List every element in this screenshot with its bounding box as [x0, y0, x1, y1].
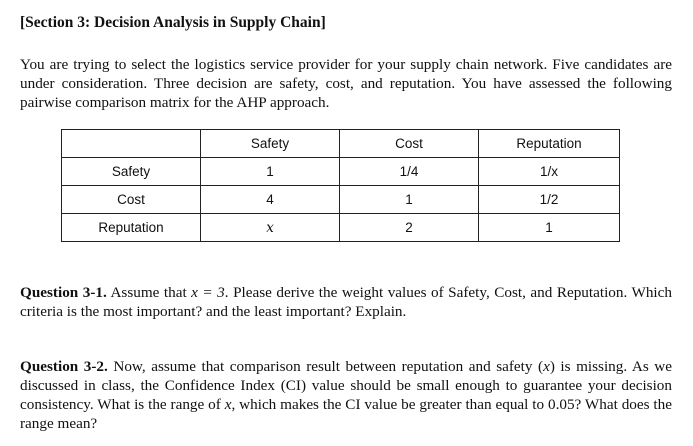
question-label: Question 3-2.	[20, 358, 108, 375]
question-text: , which makes the CI value be greater than equal to 0.05? What does the range mean?	[20, 396, 672, 432]
section-title: [Section 3: Decision Analysis in Supply Chain]	[20, 14, 326, 31]
matrix-cell: 1/4	[340, 158, 479, 186]
question-3-2	[20, 357, 672, 433]
question-text: Now, assume that comparison result between reputation and safety (	[113, 358, 544, 375]
matrix-row-reputation	[62, 214, 620, 242]
matrix-cell: 1	[479, 214, 620, 242]
matrix-header-row	[62, 130, 620, 158]
matrix-header-safety: Safety	[201, 130, 340, 158]
question-text: Assume that	[110, 284, 192, 301]
matrix-cell: 1	[340, 186, 479, 214]
intro-paragraph: You are trying to select the logistics service provider for your supply chain network. Five candidates are under consideration. Three decision are safety, cost, and reputation. You have assessed the following pairwise comparison matrix for the AHP approach.	[20, 56, 672, 111]
row-label: Safety	[62, 158, 201, 186]
math-expression: x = 3	[191, 284, 225, 301]
matrix-corner-cell	[62, 130, 201, 158]
math-variable: x	[543, 358, 550, 375]
matrix-row-cost	[62, 186, 620, 214]
matrix-row-safety	[62, 158, 620, 186]
matrix-header-cost: Cost	[340, 130, 479, 158]
question-3-1	[20, 283, 672, 321]
matrix-cell: 4	[201, 186, 340, 214]
question-label: Question 3-1.	[20, 284, 107, 301]
pairwise-comparison-matrix	[61, 129, 620, 242]
question-text: ) is missing. As we discussed in class, the Confidence Index (CI) value should be small enough to guarantee your decision consistency. What is the range of	[20, 358, 672, 413]
matrix-cell: x	[201, 214, 340, 242]
row-label: Reputation	[62, 214, 201, 242]
row-label: Cost	[62, 186, 201, 214]
matrix-cell: 1/2	[479, 186, 620, 214]
matrix-header-reputation: Reputation	[479, 130, 620, 158]
question-text: . Please derive the weight values of Safety, Cost, and Reputation. Which criteria is the most important? and the least important? Explain.	[20, 284, 672, 320]
math-variable: x	[224, 396, 232, 413]
matrix-cell: 1	[201, 158, 340, 186]
matrix-cell: 2	[340, 214, 479, 242]
matrix-cell: 1/x	[479, 158, 620, 186]
